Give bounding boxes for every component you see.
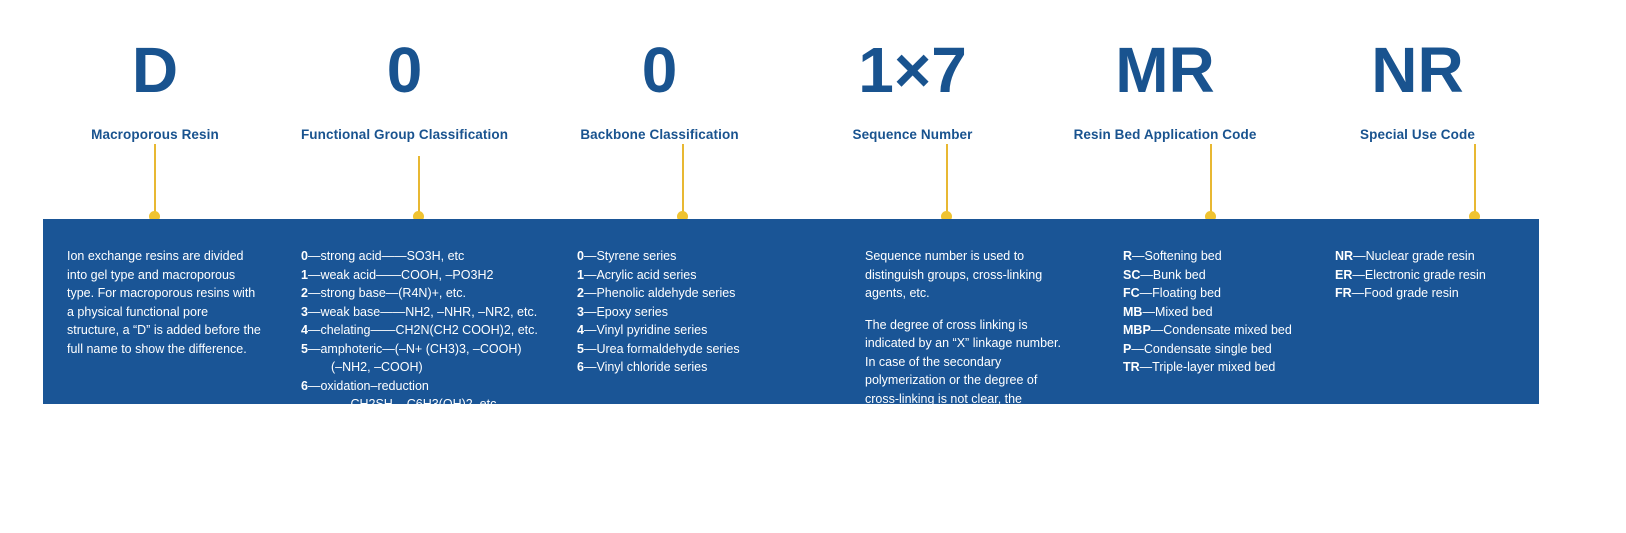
list-item-text: Floating bed [1152, 286, 1221, 300]
list-item-text: weak acid——COOH, –PO3H2 [320, 267, 494, 282]
list-item-key: 5 [301, 341, 308, 356]
list-item: 2—Phenolic aldehyde series [577, 286, 736, 300]
list-item-text: Vinyl chloride series [596, 360, 708, 374]
list-item-key: 2 [301, 286, 308, 300]
list-item: 1—weak acid——COOH, –PO3H2 [301, 267, 494, 282]
list-item-text: Acrylic acid series [596, 267, 697, 282]
connector-line-6 [1474, 144, 1476, 220]
list-item: P—Condensate single bed [1123, 341, 1272, 356]
list-item: 3—Epoxy series [577, 304, 669, 319]
list-item-key: 0 [577, 249, 584, 263]
list-item-key: 3 [301, 304, 308, 319]
list-item-key: 6 [301, 378, 308, 393]
list-item: 2—strong base—(R4N)+, etc. [301, 286, 466, 300]
list-item-text: weak base——NH2, –NHR, –NR2, etc. [320, 304, 538, 319]
list-item-text: Condensate single bed [1143, 341, 1272, 356]
list-item-key: FC [1123, 286, 1140, 300]
list-item-continuation: —–CH2SH, –C6H3(OH)2, etc. [331, 397, 500, 411]
list-item: 3—weak base——NH2, –NHR, –NR2, etc. [301, 304, 538, 319]
list-item-key: TR [1123, 360, 1140, 374]
code-caption: Sequence Number [852, 127, 973, 142]
list-item: FC—Floating bed [1123, 286, 1221, 300]
list-item: 1—Acrylic acid series [577, 267, 697, 282]
code-caption: Macroporous Resin [91, 127, 219, 142]
code-glyph: 0 [641, 34, 678, 106]
code-glyph: 0 [386, 34, 423, 106]
code-caption: Resin Bed Application Code [1073, 127, 1257, 142]
list-item-text: oxidation–reduction [320, 378, 429, 393]
list-item-key: ER [1335, 267, 1353, 282]
list-item: SC—Bunk bed [1123, 267, 1206, 282]
list-item-text: amphoteric—(–N+ (CH3)3, –COOH) [320, 341, 522, 356]
code-caption: Functional Group Classification [300, 127, 509, 142]
list-item-text: Mixed bed [1154, 304, 1213, 319]
code-glyph: 1×7 [858, 34, 967, 106]
list-item: 4—chelating——CH2N(CH2 COOH)2, etc. [301, 323, 538, 337]
code-glyph: MR [1115, 34, 1215, 106]
panel-column-sequence-number [865, 247, 1063, 445]
connector-line-3 [682, 144, 684, 220]
code-row [0, 0, 1626, 215]
connector-line-5 [1210, 144, 1212, 220]
list-item-key: 4 [577, 323, 584, 337]
list-item: 0—Styrene series [577, 249, 677, 263]
list-item-text: strong acid——SO3H, etc [320, 249, 465, 263]
list-item-key: MBP [1123, 323, 1151, 337]
list-item-key: NR [1335, 249, 1354, 263]
list-item-key: 0 [301, 249, 308, 263]
code-column-functional-group [297, 0, 512, 143]
panel-column-special-use [1335, 247, 1545, 303]
list-item-text: Nuclear grade resin [1365, 249, 1475, 263]
description-panel [43, 219, 1539, 443]
list-item-text: Bunk bed [1152, 267, 1206, 282]
list-item: 4—Vinyl pyridine series [577, 323, 708, 337]
panel-paragraph: Sequence number is used to distinguish groups, cross-linking agents, etc. [865, 249, 1043, 300]
code-caption: Special Use Code [1360, 127, 1475, 142]
list-item-text: Condensate mixed bed [1163, 323, 1292, 337]
list-item-key: 5 [577, 341, 584, 356]
panel-column-backbone [577, 247, 807, 377]
list-item-text: Triple-layer mixed bed [1152, 360, 1276, 374]
list-item-key: FR [1335, 286, 1352, 300]
list-item-continuation: (–NH2, –COOH) [331, 360, 423, 374]
code-caption: Backbone Classification [580, 127, 739, 142]
list-item: 6—Vinyl chloride series [577, 360, 708, 374]
code-column-sequence-number [805, 0, 1020, 143]
list-item: 5—amphoteric—(–N+ (CH3)3, –COOH) [301, 341, 522, 356]
code-column-resin-bed-application [1050, 0, 1280, 143]
list-item-key: 3 [577, 304, 584, 319]
panel-paragraph: Ion exchange resins are divided into gel type and macroporous type. For macroporous resins with a physical functional pore structure, a “D” is added before the full name to show the difference. [67, 249, 261, 356]
list-item: 6—oxidation–reduction [301, 378, 429, 393]
code-column-special-use [1310, 0, 1525, 143]
list-item-text: Vinyl pyridine series [596, 323, 708, 337]
panel-column-resin-bed-application [1123, 247, 1363, 377]
list-item-text: Epoxy series [596, 304, 669, 319]
list-item: R—Softening bed [1123, 249, 1222, 263]
list-item: MB—Mixed bed [1123, 304, 1213, 319]
list-item-text: Electronic grade resin [1364, 267, 1486, 282]
list-item: NR—Nuclear grade resin [1335, 249, 1475, 263]
code-glyph: NR [1371, 34, 1464, 106]
list-item-key: SC [1123, 267, 1141, 282]
list-item-text: Urea formaldehyde series [596, 341, 740, 356]
list-item-key: 2 [577, 286, 584, 300]
list-item-key: P [1123, 341, 1132, 356]
panel-column-macroporous-resin [67, 247, 262, 358]
list-item-key: MB [1123, 304, 1143, 319]
list-item: TR—Triple-layer mixed bed [1123, 360, 1276, 374]
list-item-text: strong base—(R4N)+, etc. [320, 286, 466, 300]
list-item: FR—Food grade resin [1335, 286, 1459, 300]
list-item: 0—strong acid——SO3H, etc [301, 249, 465, 263]
list-item-text: Phenolic aldehyde series [596, 286, 736, 300]
list-item-key: 1 [577, 267, 584, 282]
list-item-key: 6 [577, 360, 584, 374]
list-item-text: Styrene series [596, 249, 677, 263]
list-item-key: R [1123, 249, 1133, 263]
panel-column-functional-group [301, 247, 551, 414]
connector-line-1 [154, 144, 156, 220]
code-column-backbone [552, 0, 767, 143]
connector-line-4 [946, 144, 948, 220]
list-item-text: Softening bed [1144, 249, 1222, 263]
list-item-text: Food grade resin [1364, 286, 1459, 300]
panel-paragraph: The degree of cross linking is indicated by an “X” linkage number. In case of the secondary polymerization or the degree of cross-linking is not clear, the approximate value can be used or neglected. [865, 317, 1061, 443]
list-item-text: chelating——CH2N(CH2 COOH)2, etc. [320, 323, 538, 337]
code-glyph: D [131, 34, 179, 106]
list-item: 5—Urea formaldehyde series [577, 341, 740, 356]
list-item-key: 4 [301, 323, 308, 337]
code-column-macroporous-resin [40, 0, 270, 143]
list-item-key: 1 [301, 267, 308, 282]
list-item: ER—Electronic grade resin [1335, 267, 1486, 282]
list-item: MBP—Condensate mixed bed [1123, 323, 1292, 337]
